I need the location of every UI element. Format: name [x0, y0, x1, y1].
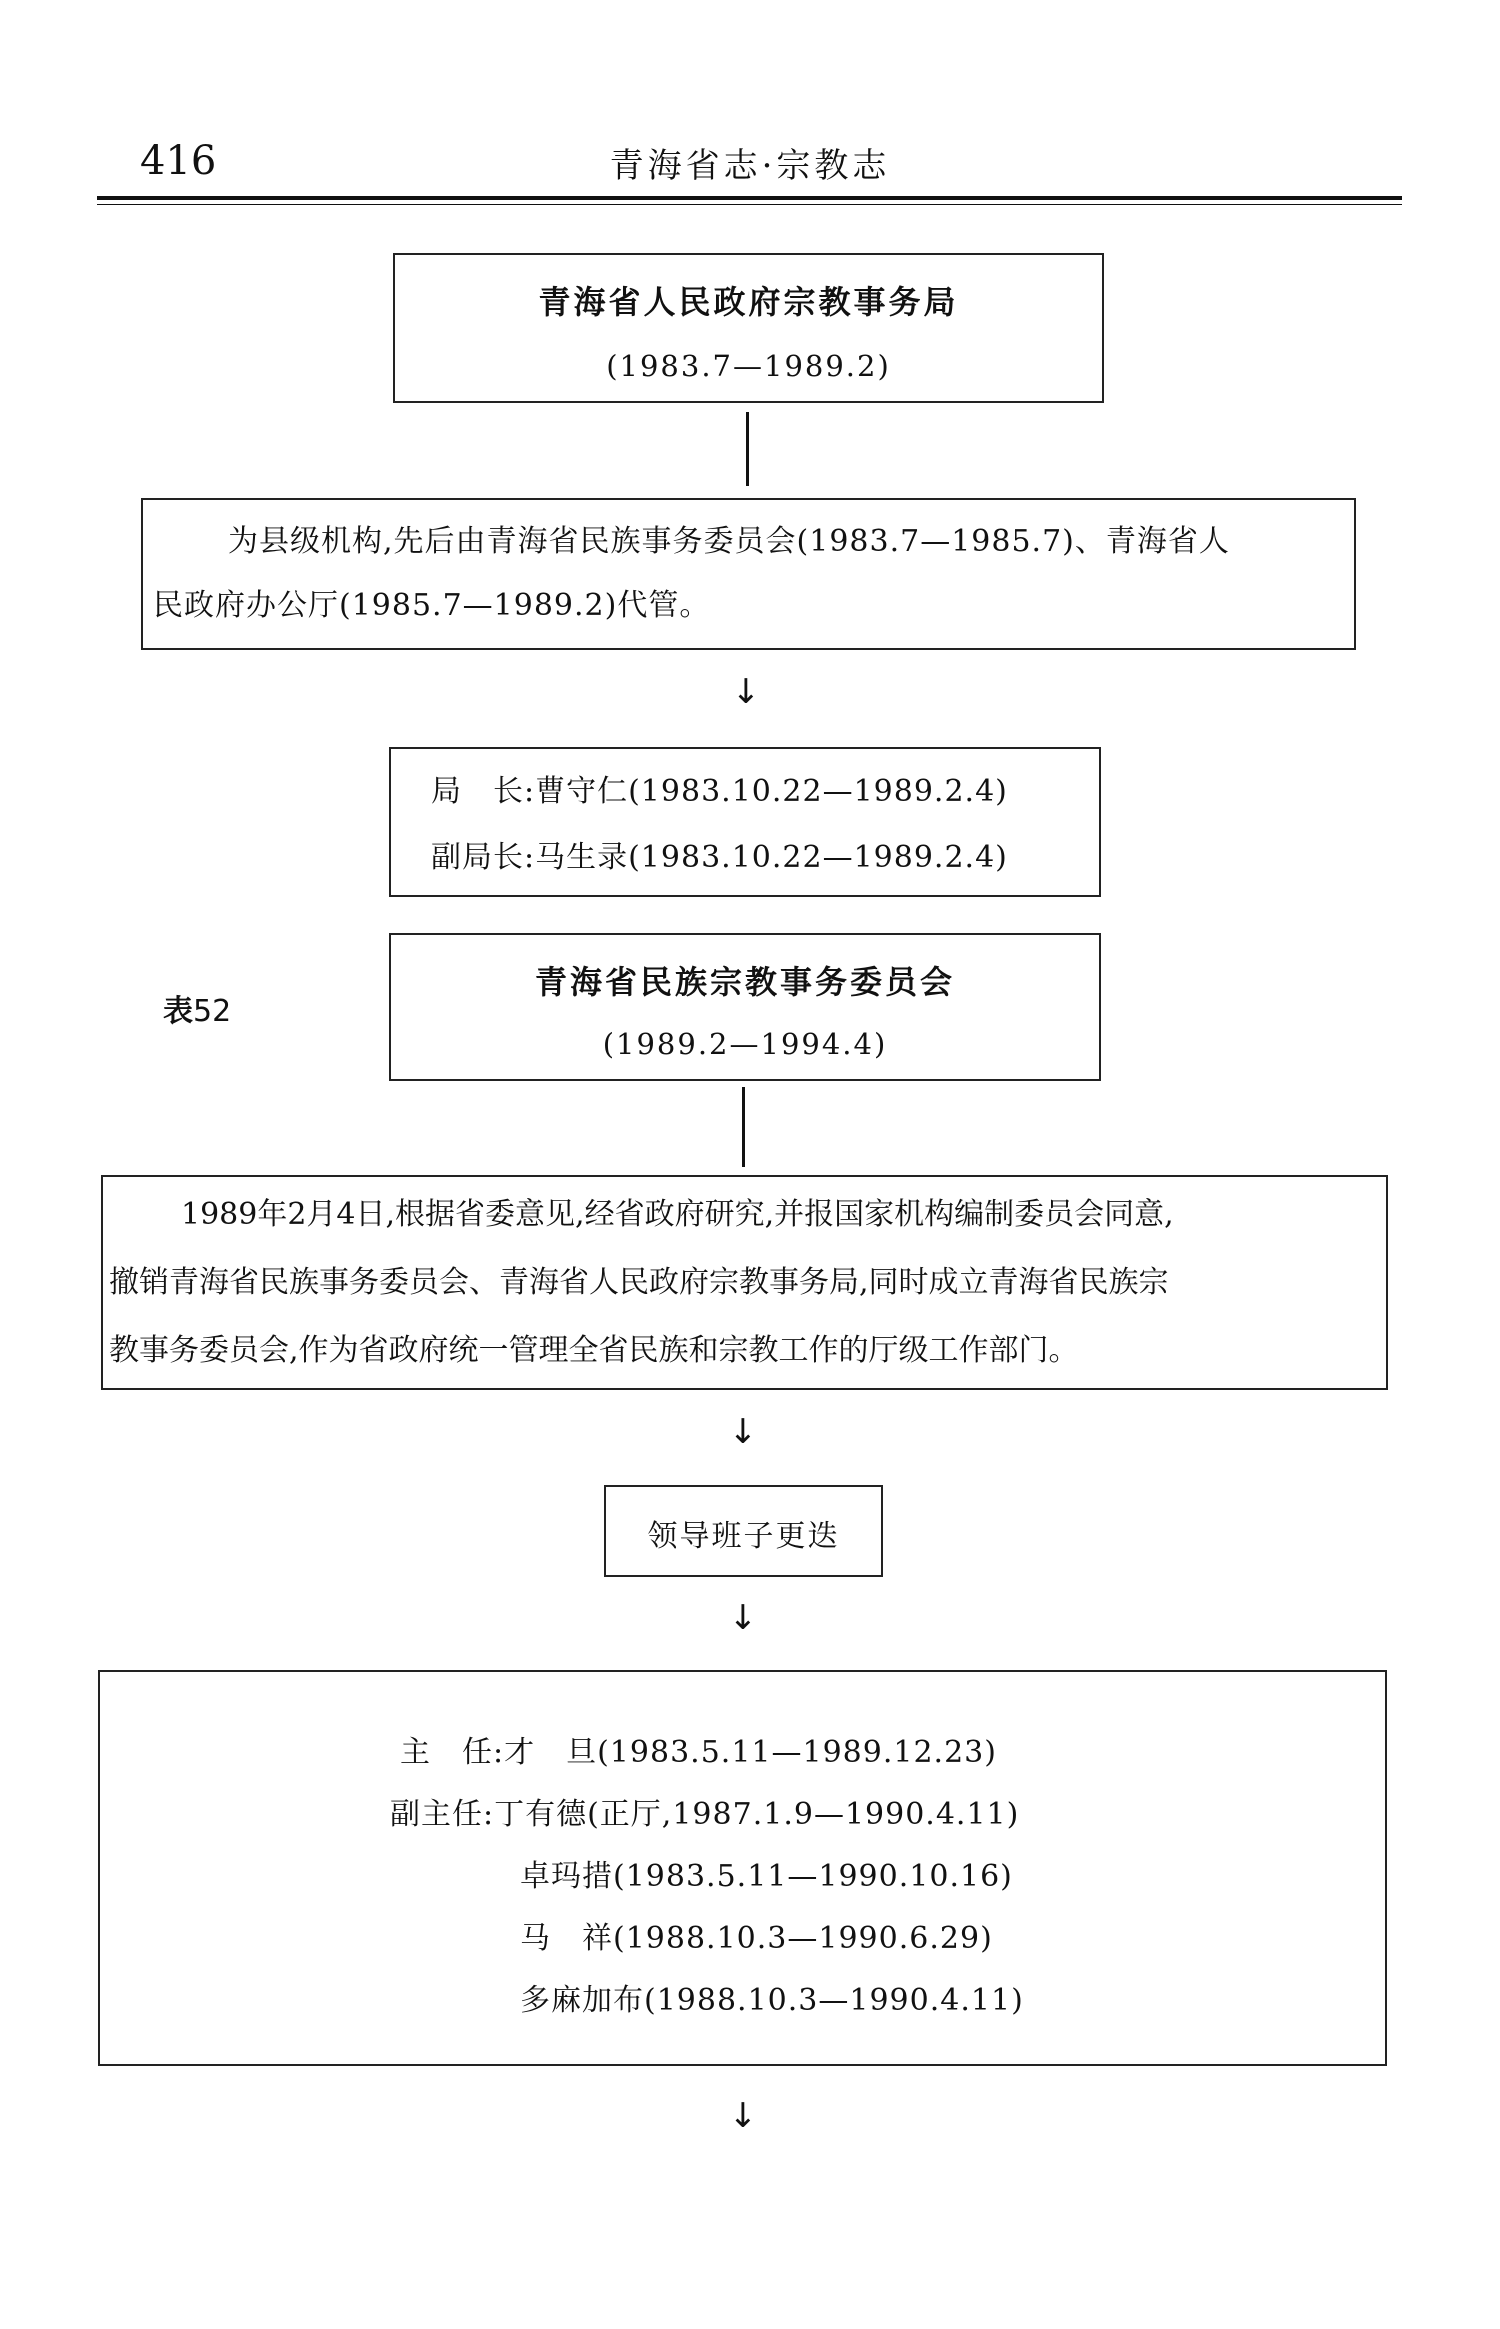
commission-leader-line: 多麻加布(1988.10.3—1990.4.11)	[520, 1983, 1024, 2018]
commission-leader-line: 主 任:才 旦(1983.5.11—1989.12.23)	[400, 1735, 997, 1770]
header-rule-thick	[97, 196, 1402, 200]
down-arrow-icon: ↓	[728, 1412, 758, 1452]
commission-note-box	[101, 1175, 1388, 1390]
commission-box	[389, 933, 1101, 1081]
bureau-title: 青海省人民政府宗教事务局	[538, 283, 959, 321]
bureau-note-box	[141, 498, 1356, 650]
commission-note-line: 1989年2月4日,根据省委意见,经省政府研究,并报国家机构编制委员会同意,	[181, 1197, 1174, 1232]
table-label	[163, 986, 231, 1030]
commission-leader-line: 卓玛措(1983.5.11—1990.10.16)	[520, 1859, 1013, 1894]
commission-note-line: 教事务委员会,作为省政府统一管理全省民族和宗教工作的厅级工作部门。	[109, 1333, 1079, 1368]
bureau-leader-line: 局 长:曹守仁(1983.10.22—1989.2.4)	[431, 774, 1008, 809]
page-number: 416	[140, 138, 217, 184]
commission-dates: (1989.2—1994.4)	[602, 1027, 888, 1061]
bureau-dates: (1983.7—1989.2)	[606, 349, 891, 383]
connector-line	[746, 412, 749, 486]
commission-leaders-box	[98, 1670, 1387, 2066]
connector-line	[742, 1087, 745, 1167]
down-arrow-icon: ↓	[728, 1598, 758, 1638]
bureau-box	[393, 253, 1104, 403]
leadership-change-box	[604, 1485, 883, 1577]
table-label-prefix: 表	[163, 994, 193, 1029]
commission-title: 青海省民族宗教事务委员会	[534, 963, 955, 1001]
commission-leader-line: 马 祥(1988.10.3—1990.6.29)	[520, 1921, 993, 1956]
bureau-leader-line: 副局长:马生录(1983.10.22—1989.2.4)	[431, 840, 1008, 875]
table-label-number: 52	[193, 994, 232, 1029]
running-title: 青海省志·宗教志	[609, 146, 891, 186]
down-arrow-icon: ↓	[731, 672, 761, 712]
commission-note-line: 撤销青海省民族事务委员会、青海省人民政府宗教事务局,同时成立青海省民族宗	[109, 1265, 1169, 1300]
header-rule-thin	[97, 204, 1402, 205]
bureau-leaders-box	[389, 747, 1101, 897]
down-arrow-icon: ↓	[728, 2096, 758, 2136]
commission-leader-line: 副主任:丁有德(正厅,1987.1.9—1990.4.11)	[390, 1797, 1020, 1832]
bureau-note-line: 为县级机构,先后由青海省民族事务委员会(1983.7—1985.7)、青海省人	[228, 524, 1230, 559]
bureau-note-line: 民政府办公厅(1985.7—1989.2)代管。	[153, 588, 711, 623]
leadership-change-label: 领导班子更迭	[647, 1519, 840, 1554]
